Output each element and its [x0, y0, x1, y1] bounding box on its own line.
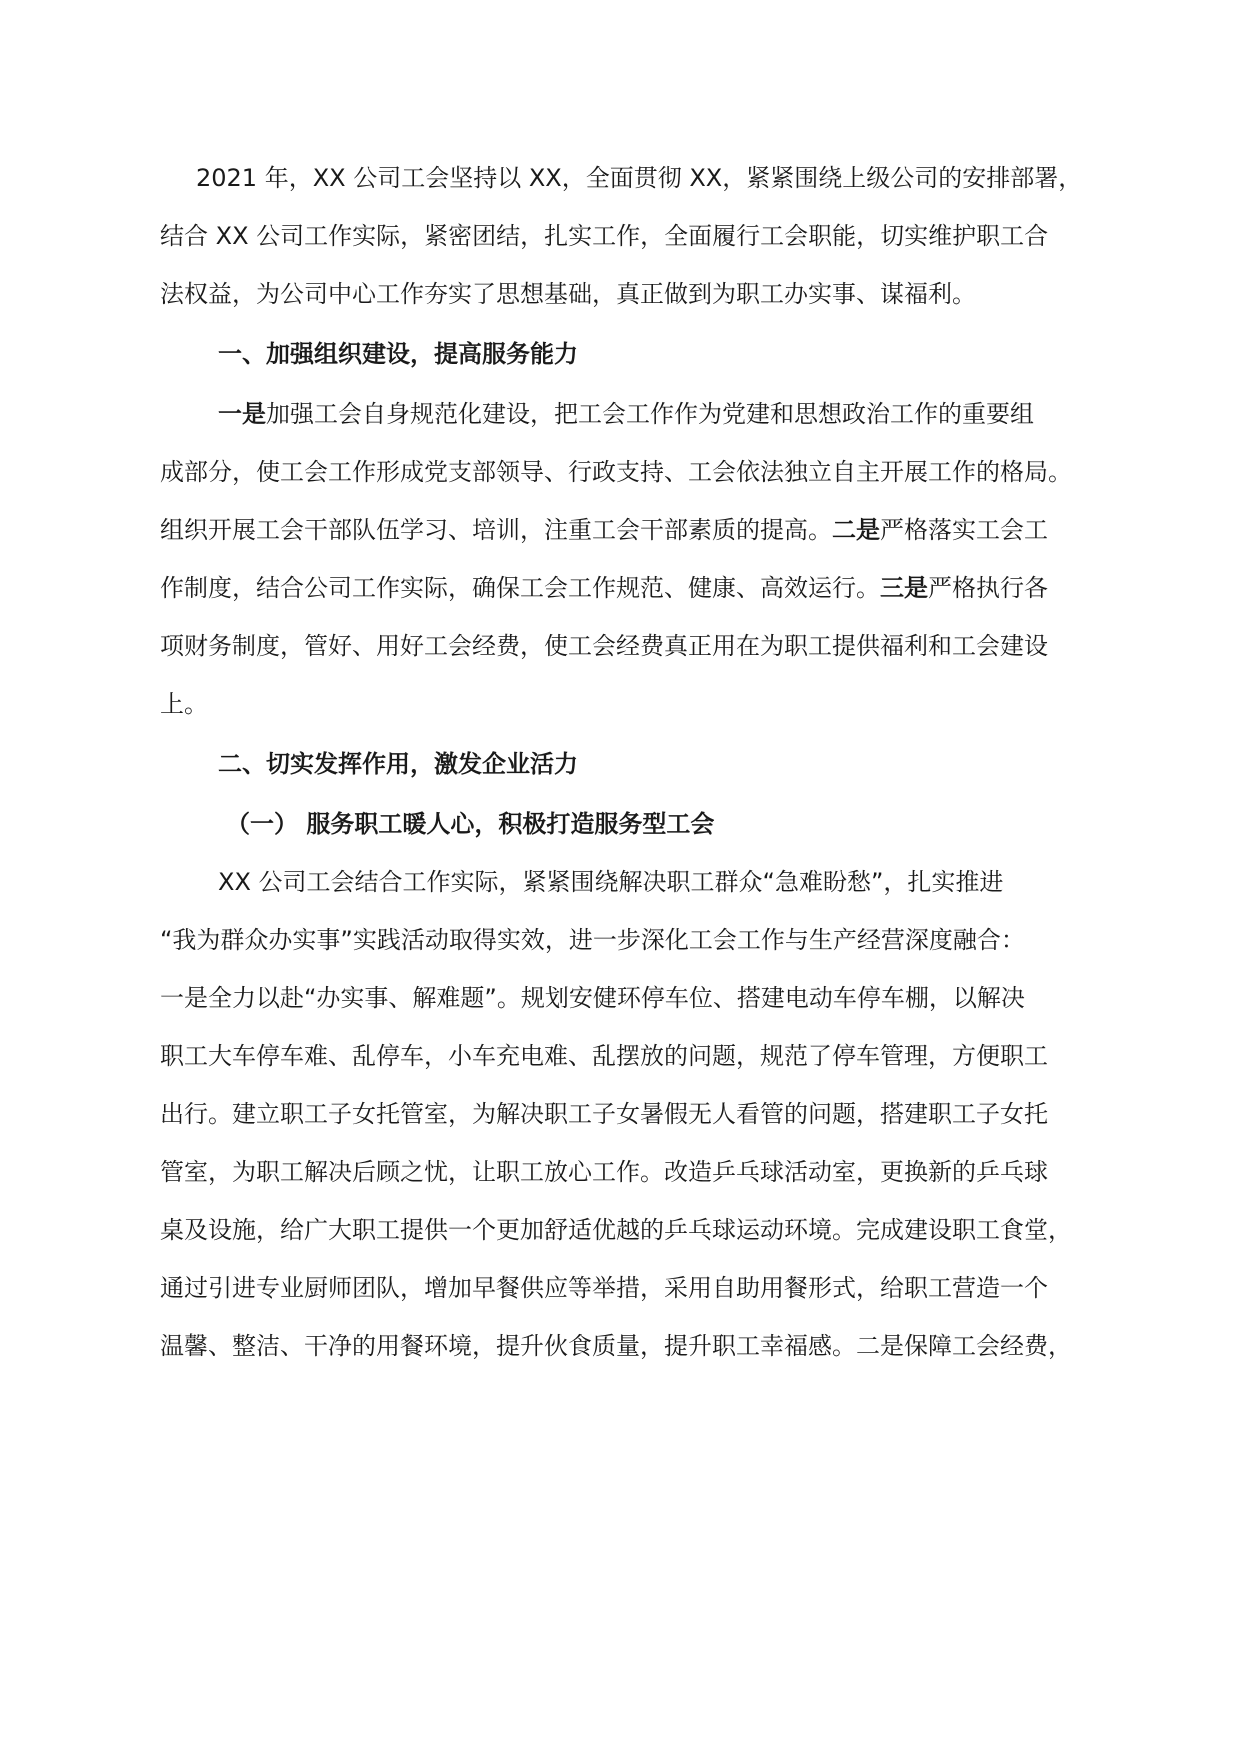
section-1-para-line-4-a: 作制度，结合公司工作实际，确保工会工作规范、健康、高效运行。: [160, 574, 880, 602]
section-1-para-line-2: 成部分，使工会工作形成党支部领导、行政支持、工会依法独立自主开展工作的格局。: [160, 458, 1072, 486]
section-1-para-line-3: [160, 514, 1048, 546]
section-2-para-line-4: 职工大车停车难、乱停车，小车充电难、乱摆放的问题，规范了停车管理，方便职工: [160, 1042, 1048, 1070]
section-1-para-line-6: 上。: [160, 690, 208, 718]
section-1-para-line-3-a: 组织开展工会干部队伍学习、培训，注重工会干部素质的提高。: [160, 516, 832, 544]
section-1-heading: 一、加强组织建设，提高服务能力: [218, 340, 578, 368]
section-2-para-line-1: XX 公司工会结合工作实际，紧紧围绕解决职工群众“急难盼愁”，扎实推进: [218, 868, 1004, 896]
section-2-para-line-6: 管室，为职工解决后顾之忧，让职工放心工作。改造乒乓球活动室，更换新的乒乓球: [160, 1158, 1048, 1186]
lead-er-shi: 二是: [832, 516, 880, 544]
intro-line-1: 2021 年，XX 公司工会坚持以 XX，全面贯彻 XX，紧紧围绕上级公司的安排部署，: [196, 164, 1083, 192]
lead-yi-shi: 一是: [218, 400, 266, 428]
section-2-para-line-5: 出行。建立职工子女托管室，为解决职工子女暑假无人看管的问题，搭建职工子女托: [160, 1100, 1048, 1128]
section-2-heading: 二、切实发挥作用，激发企业活力: [218, 750, 578, 778]
section-1-para-line-5: 项财务制度，管好、用好工会经费，使工会经费真正用在为职工提供福利和工会建设: [160, 632, 1048, 660]
section-1-para-line-1-text: 加强工会自身规范化建设，把工会工作作为党建和思想政治工作的重要组: [266, 400, 1034, 428]
section-1-para-line-1: [218, 398, 1034, 430]
section-2-para-line-9: 温馨、整洁、干净的用餐环境，提升伙食质量，提升职工幸福感。二是保障工会经费，: [160, 1332, 1072, 1360]
section-2-para-line-2: “我为群众办实事”实践活动取得实效，进一步深化工会工作与生产经营深度融合：: [160, 926, 1025, 954]
section-2-para-line-8: 通过引进专业厨师团队，增加早餐供应等举措，采用自助用餐形式，给职工营造一个: [160, 1274, 1048, 1302]
intro-line-3: 法权益，为公司中心工作夯实了思想基础，真正做到为职工办实事、谋福利。: [160, 280, 976, 308]
section-1-para-line-3-b: 严格落实工会工: [880, 516, 1048, 544]
section-1-para-line-4-b: 严格执行各: [928, 574, 1048, 602]
section-2-sub-1-heading: （一） 服务职工暖人心，积极打造服务型工会: [226, 810, 715, 838]
lead-san-shi: 三是: [880, 574, 928, 602]
section-2-para-line-7: 桌及设施，给广大职工提供一个更加舒适优越的乒乓球运动环境。完成建设职工食堂，: [160, 1216, 1072, 1244]
section-2-para-line-3: 一是全力以赴“办实事、解难题”。规划安健环停车位、搭建电动车停车棚，以解决: [160, 984, 1025, 1012]
intro-line-2: 结合 XX 公司工作实际，紧密团结，扎实工作，全面履行工会职能，切实维护职工合: [160, 222, 1049, 250]
section-1-para-line-4: [160, 572, 1048, 604]
